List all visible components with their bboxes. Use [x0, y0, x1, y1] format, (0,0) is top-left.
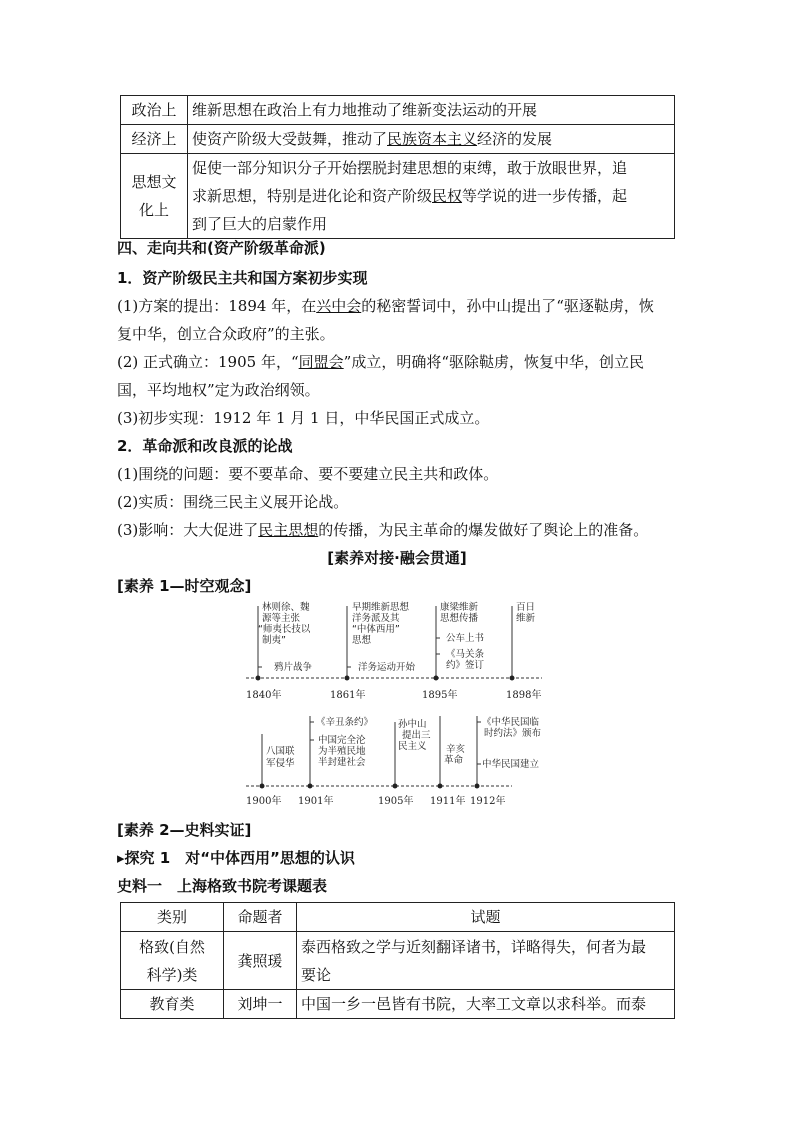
subsection-heading: 1．资产阶级民主共和国方案初步实现: [117, 269, 368, 287]
timeline-year: 1905年: [378, 796, 414, 807]
timeline-event: 军侵华: [266, 758, 295, 769]
timeline-2: [240, 712, 560, 812]
timeline-event: 康梁维新: [440, 602, 479, 613]
timeline-event: 洋务派及其: [352, 613, 400, 624]
timeline-year: 1898年: [506, 690, 542, 701]
timeline-event: “师夷长技以: [258, 624, 311, 635]
timeline-event: 中国完全沦: [318, 735, 366, 746]
timeline-tick: [345, 606, 350, 681]
section-heading: 四、走向共和(资产阶级革命派): [117, 239, 326, 257]
exam-topics-table: [120, 902, 675, 1019]
timeline-event: 思想: [352, 635, 372, 646]
timeline-1: [240, 600, 550, 710]
exploration-heading: ▸探究 1 对“中体西用”思想的认识: [117, 849, 355, 867]
table-row-text: 使资产阶级大受鼓舞，推动了民族资本主义经济的发展: [188, 125, 675, 154]
table-header: 类别: [121, 903, 224, 932]
timeline-event: 孙中山: [398, 719, 427, 730]
table-row-text: 维新思想在政治上有力地推动了维新变法运动的开展: [188, 96, 675, 125]
table-cell: 泰西格致之学与近刻翻译诸书，详略得失，何者为最 要论: [297, 932, 675, 990]
source-heading: 史料一 上海格致书院考课题表: [117, 877, 328, 895]
subsection-heading: 2．革命派和改良派的论战: [117, 437, 293, 455]
paragraph-line: (3)影响：大大促进了民主思想的传播，为民主革命的爆发做好了舆论上的准备。: [117, 521, 649, 539]
timeline-tick: [256, 606, 261, 681]
timeline-event: 洋务运动开始: [358, 662, 416, 673]
timeline-event: 早期维新思想: [352, 602, 410, 613]
paragraph-line: (1)围绕的问题：要不要革命、要不要建立民主共和政体。: [117, 465, 499, 483]
timeline-event: 革命: [444, 755, 464, 766]
timeline-tick: [308, 716, 313, 789]
timeline-event: 民主义: [398, 741, 427, 752]
timeline-tick: [434, 606, 439, 681]
table-row-category: 思想文 化上: [121, 154, 188, 239]
table-cell: 龚照瑗: [224, 932, 297, 990]
timeline-event: 林则徐、魏: [262, 602, 310, 613]
table-row-text: 促使一部分知识分子开始摆脱封建思想的束缚，敢于放眼世界，追 求新思想，特别是进化论和资产阶级民权等学说的进一步传播，起 到了巨大的启蒙作用: [188, 154, 675, 239]
timeline-year: 1840年: [246, 690, 282, 701]
timeline-event: 中华民国建立: [482, 759, 540, 770]
timeline-tick: [510, 606, 515, 681]
timeline-event: 公车上书: [446, 633, 485, 644]
table-cell: 中国一乡一邑皆有书院，大率工文章以求科举。而泰: [297, 990, 675, 1019]
timeline-tick: [475, 716, 480, 789]
paragraph-line: 复中华，创立合众政府”的主张。: [117, 325, 335, 343]
table-cell: 刘坤一: [224, 990, 297, 1019]
timeline-year: 1895年: [422, 690, 458, 701]
timeline-event: 提出三: [402, 730, 431, 741]
timeline-event: 《中华民国临: [482, 717, 540, 728]
timeline-year: 1901年: [298, 796, 334, 807]
timeline-year: 1861年: [330, 690, 366, 701]
timeline-event: 时约法》颁布: [484, 728, 542, 739]
timeline-tick: [393, 722, 398, 789]
paragraph-line: (2)实质：围绕三民主义展开论战。: [117, 493, 349, 511]
paragraph-line: (1)方案的提出：1894 年，在兴中会的秘密誓词中，孙中山提出了“驱逐鞑虏，恢: [117, 297, 654, 315]
timeline-event: 源等主张: [262, 613, 301, 624]
table-header: 试题: [297, 903, 675, 932]
timeline-event: 《马关条: [446, 649, 485, 660]
timeline-event: 《辛丑条约》: [316, 717, 374, 728]
table-header: 命题者: [224, 903, 297, 932]
timeline-event: 辛亥: [446, 744, 466, 755]
timeline-tick: [260, 734, 265, 789]
timeline-event: 为半殖民地: [318, 746, 366, 757]
table-cell: 格致(自然 科学)类: [121, 932, 224, 990]
table-row: [121, 990, 675, 1019]
timeline-event: 半封建社会: [318, 757, 366, 768]
paragraph-line: (3)初步实现：1912 年 1 月 1 日，中华民国正式成立。: [117, 409, 490, 427]
timeline-event: 百日: [516, 602, 536, 613]
suyang-heading: [素养 1—时空观念]: [117, 577, 252, 595]
suyang-heading: [素养 2—史料实证]: [117, 821, 252, 839]
thought-effects-table: [120, 95, 675, 239]
paragraph-line: 国，平均地权”定为政治纲领。: [117, 381, 320, 399]
timeline-tick: [438, 716, 443, 789]
timeline-event: 维新: [516, 613, 536, 624]
table-row-category: 政治上: [121, 96, 188, 125]
paragraph-line: (2) 正式确立：1905 年，“同盟会”成立，明确将“驱除鞑虏，恢复中华，创立民: [117, 353, 644, 371]
timeline-event: 鸦片战争: [274, 662, 313, 673]
timeline-year: 1912年: [470, 796, 506, 807]
timeline-year: 1911年: [430, 796, 466, 807]
timeline-event: 制夷”: [262, 635, 286, 646]
table-row-category: 经济上: [121, 125, 188, 154]
timeline-event: 思想传播: [440, 613, 479, 624]
center-heading: [素养对接·融会贯通]: [327, 549, 467, 567]
timeline-event: 八国联: [266, 746, 295, 757]
timeline-event: 约》签订: [446, 660, 485, 671]
table-cell: 教育类: [121, 990, 224, 1019]
timeline-event: “中体西用”: [352, 624, 400, 635]
timeline-year: 1900年: [246, 796, 282, 807]
table-row: [121, 932, 675, 990]
